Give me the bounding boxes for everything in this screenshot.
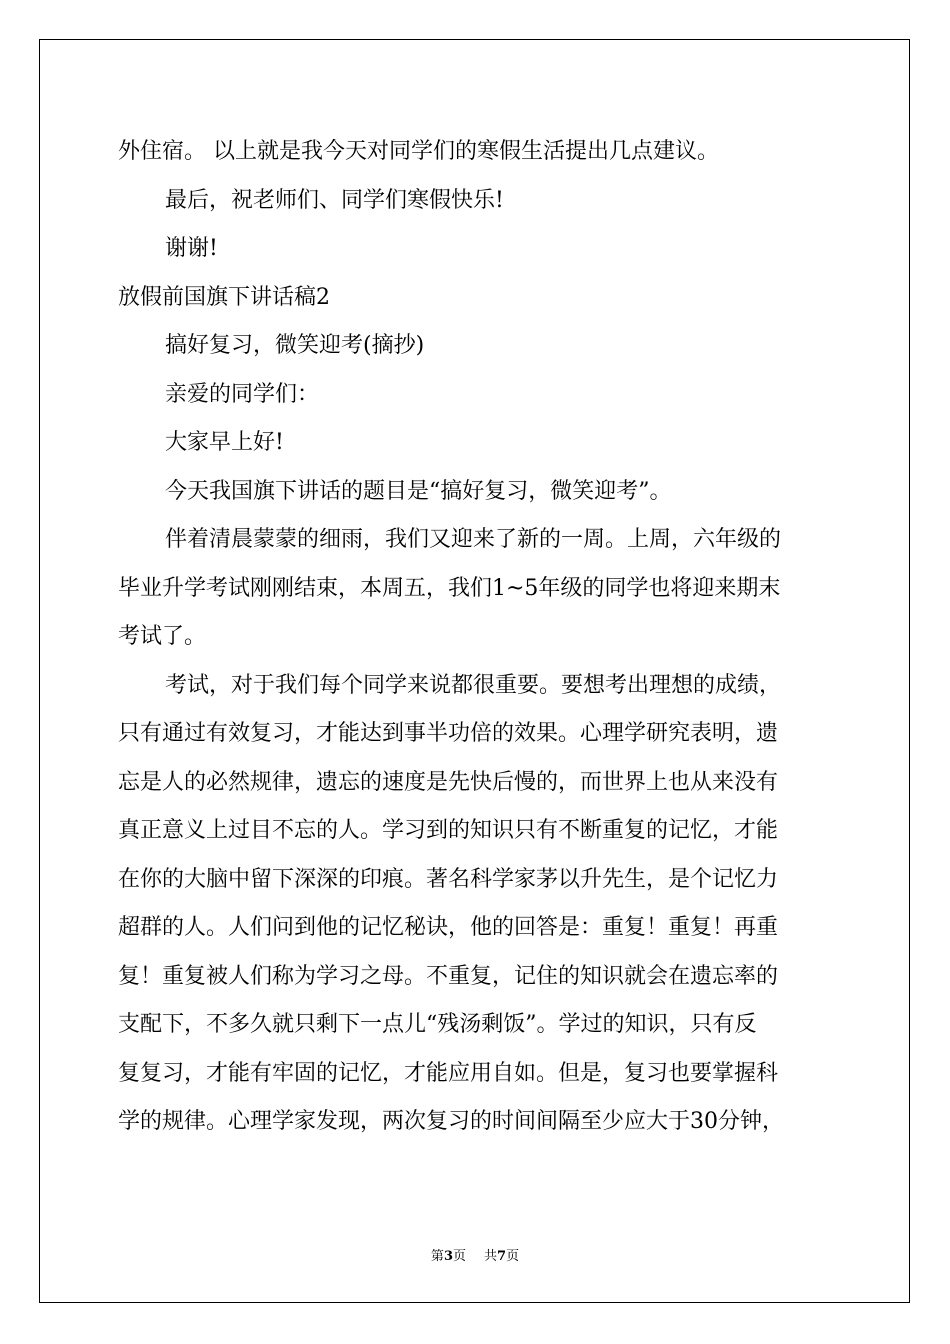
text-line: 考试，对于我们每个同学来说都很重要。要想考出理想的成绩， bbox=[165, 672, 782, 698]
text-line: 超群的人。人们问到他的记忆秘诀，他的回答是：重复！重复！再重 bbox=[118, 915, 779, 940]
text-line: 谢谢! bbox=[165, 236, 218, 261]
text-line: 在你的大脑中留下深深的印痕。著名科学家茅以升先生，是个记忆力 bbox=[118, 866, 779, 892]
page-footer bbox=[0, 1248, 950, 1266]
text-line: 忘是人的必然规律，遗忘的速度是先快后慢的，而世界上也从来没有 bbox=[118, 769, 779, 795]
text-line: 伴着清晨蒙蒙的细雨，我们又迎来了新的一周。上周，六年级的 bbox=[165, 527, 782, 552]
salutation: 亲爱的同学们： bbox=[165, 381, 320, 407]
page-suffix: 页 bbox=[452, 1249, 466, 1264]
speech-title: 搞好复习，微笑迎考(摘抄) bbox=[165, 333, 425, 358]
page-prefix: 第 bbox=[430, 1249, 444, 1264]
text-line: 今天我国旗下讲话的题目是“搞好复习，微笑迎考”。 bbox=[165, 478, 672, 504]
text-line: 考试了。 bbox=[118, 624, 207, 649]
text-line: 外住宿。 以上就是我今天对同学们的寒假生活提出几点建议。 bbox=[118, 139, 719, 164]
total-suffix: 页 bbox=[506, 1249, 520, 1264]
document-body bbox=[118, 128, 834, 1147]
text-line: 复复习，才能有牢固的记忆，才能应用自如。但是，复习也要掌握科 bbox=[118, 1060, 779, 1086]
page-number: 3 bbox=[443, 1249, 453, 1264]
greeting: 大家早上好! bbox=[165, 430, 284, 455]
text-line: 支配下，不多久就只剩下一点儿“残汤剩饭”。学过的知识，只有反 bbox=[118, 1012, 757, 1037]
text-line: 毕业升学考试刚刚结束，本周五，我们1~5年级的同学也将迎来期末 bbox=[118, 575, 781, 601]
text-line: 最后，祝老师们、同学们寒假快乐! bbox=[165, 187, 504, 213]
total-prefix: 共 bbox=[484, 1249, 498, 1264]
section-heading: 放假前国旗下讲话稿2 bbox=[118, 284, 330, 310]
text-line: 真正意义上过目不忘的人。学习到的知识只有不断重复的记忆，才能 bbox=[118, 818, 779, 843]
total-pages: 7 bbox=[497, 1249, 507, 1264]
text-line: 学的规律。心理学家发现，两次复习的时间间隔至少应大于30分钟， bbox=[118, 1109, 784, 1134]
text-line: 只有通过有效复习，才能达到事半功倍的效果。心理学研究表明，遗 bbox=[118, 721, 779, 746]
text-line: 复！重复被人们称为学习之母。不重复，记住的知识就会在遗忘率的 bbox=[118, 963, 779, 989]
